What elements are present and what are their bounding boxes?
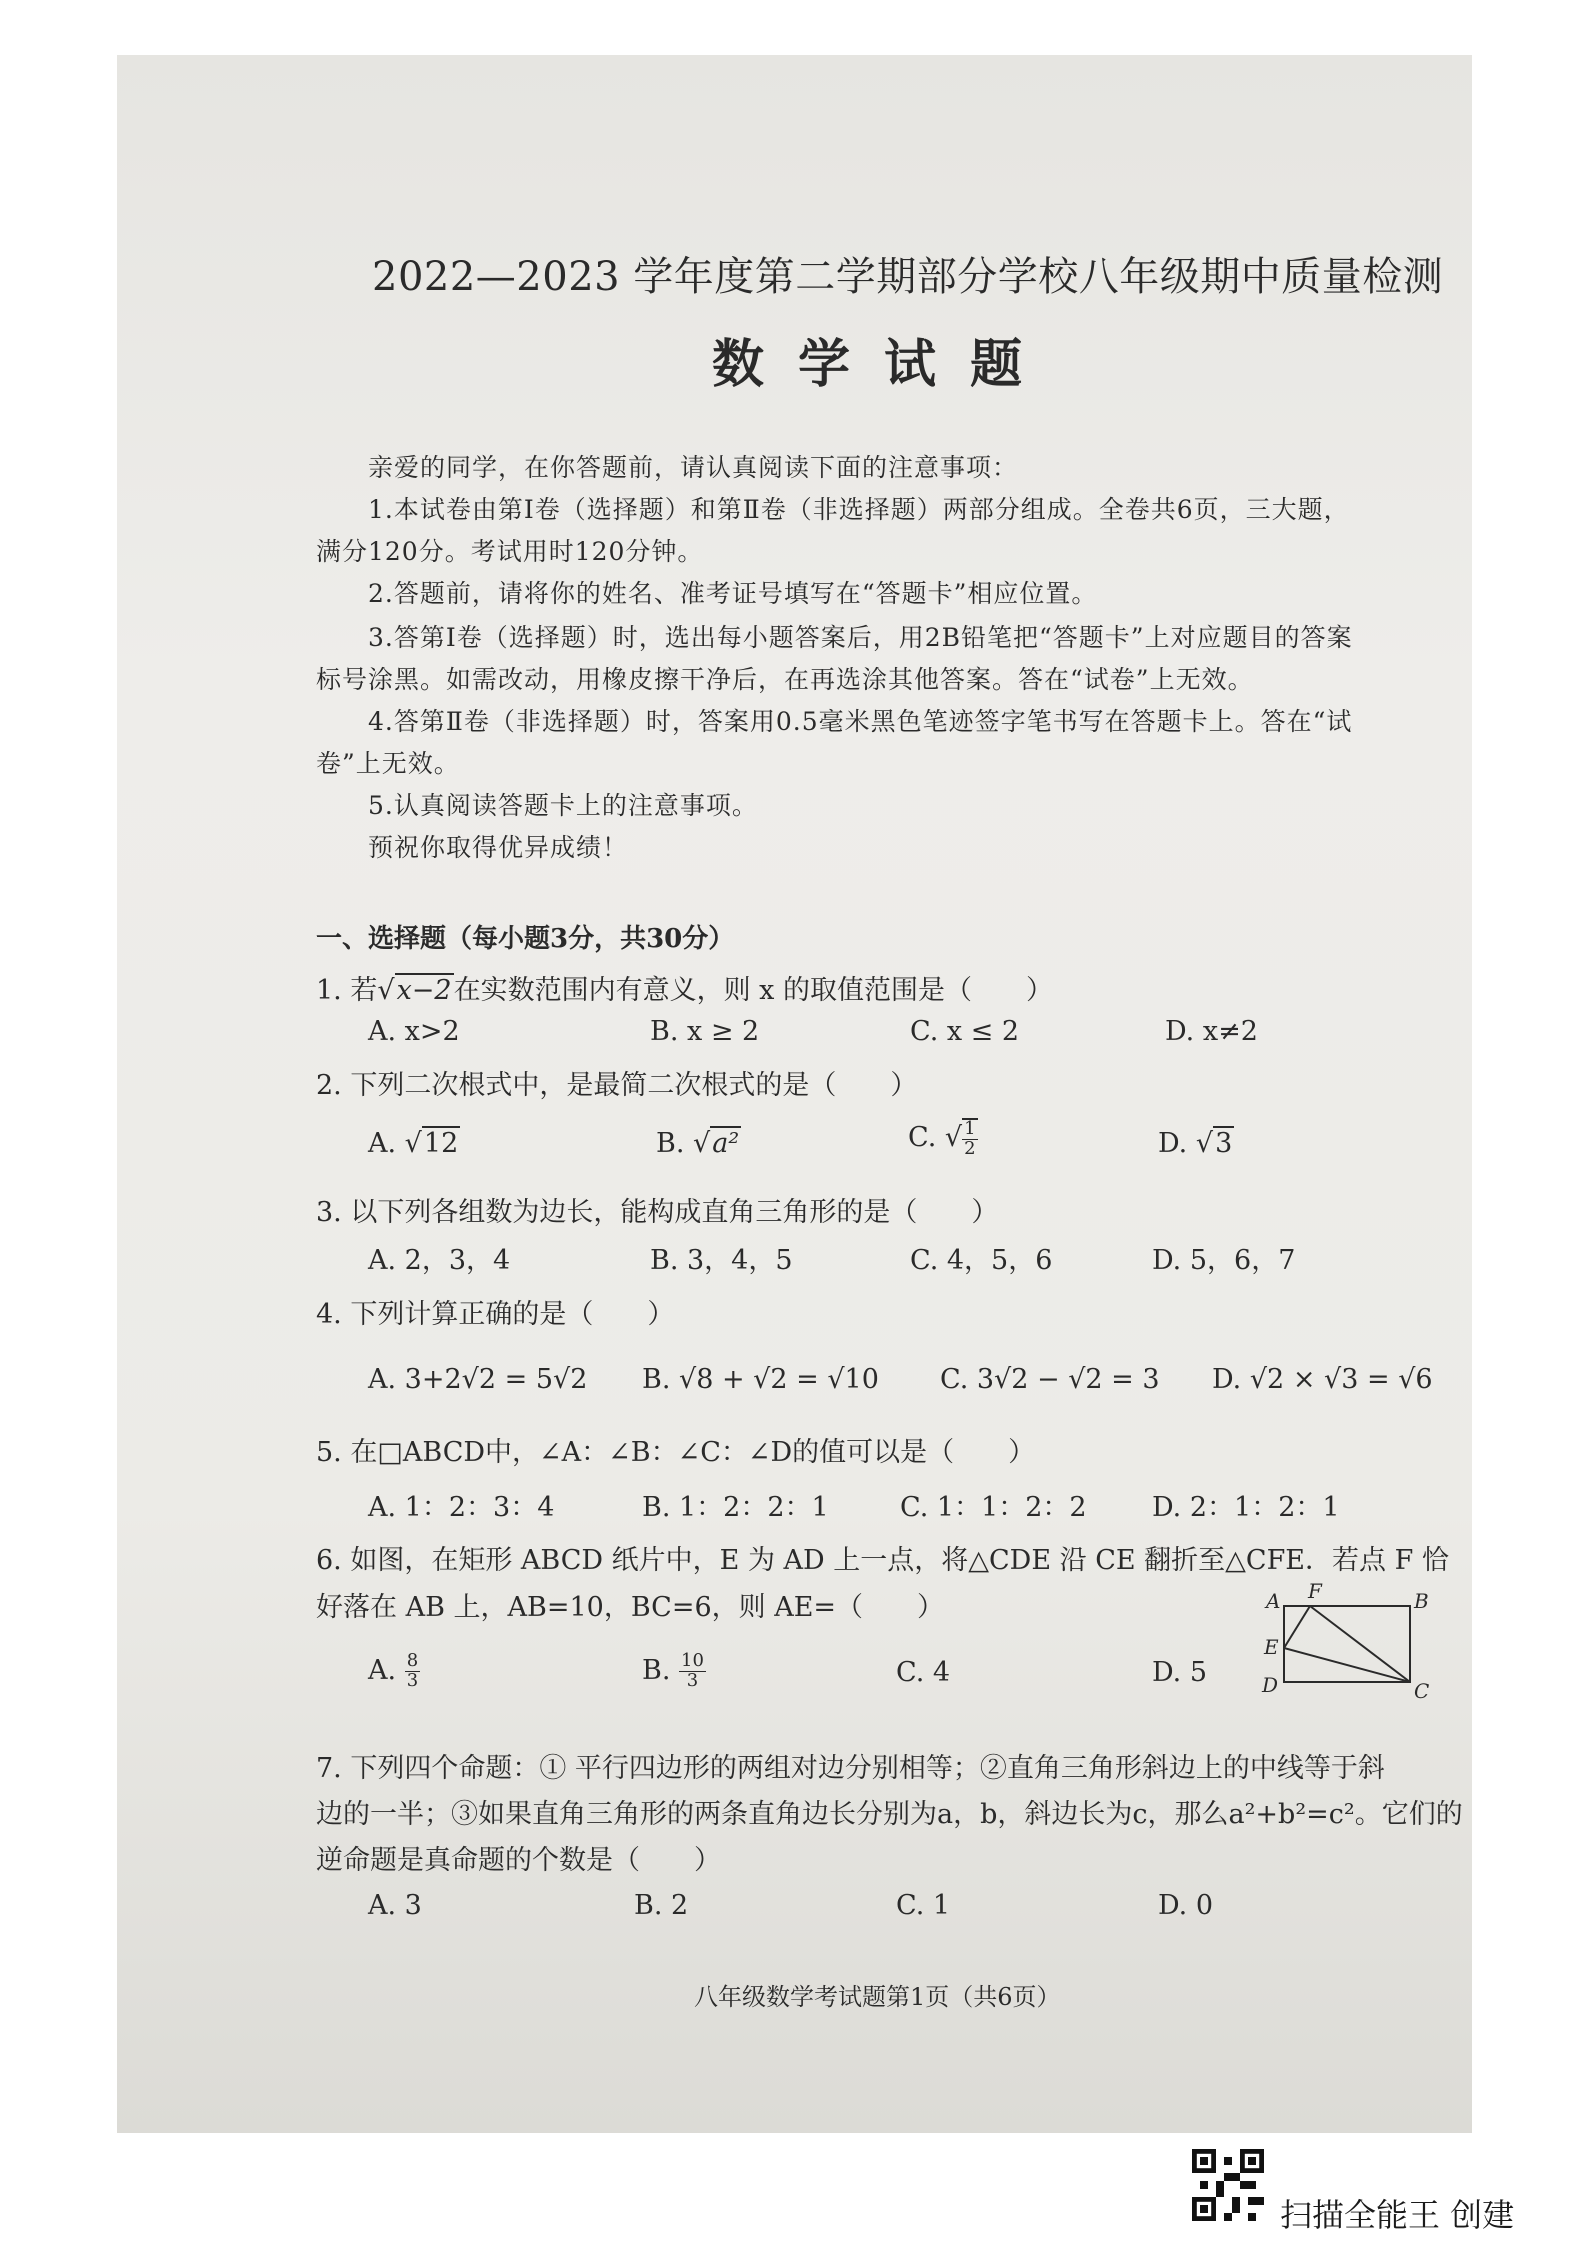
q5-option-b: B. 1：2：2：1 (642, 1492, 829, 1523)
exam-title: 2022—2023 学年度第二学期部分学校八年级期中质量检测 (372, 254, 1444, 300)
fig-label-c: C (1414, 1679, 1430, 1703)
q6-option-a (368, 1652, 420, 1691)
page-footer: 八年级数学考试题第1页（共6页） (694, 1983, 1061, 2011)
question-7-line2: 边的一半；③如果直角三角形的两条直角边长分别为a，b，斜边长为c，那么a²+b²=c²。它们的 (316, 1799, 1463, 1830)
notice-item1-b: 满分120分。考试用时120分钟。 (316, 537, 704, 566)
fig-label-d: D (1262, 1673, 1279, 1697)
fig-line-fe (1284, 1606, 1310, 1648)
q1-post: 在实数范围内有意义，则 x 的取值范围是（ ） (453, 975, 1053, 1006)
question-5: 5. 在□ABCD中，∠A：∠B：∠C：∠D的值可以是（ ） (316, 1437, 1036, 1468)
q5-option-d: D. 2：1：2：1 (1152, 1492, 1340, 1523)
q6-rectangle-figure (1258, 1580, 1438, 1712)
q6-a-fraction (405, 1652, 420, 1691)
q4-option-a: A. 3+2√2 = 5√2 (368, 1364, 588, 1395)
question-6-line1: 6. 如图，在矩形 ABCD 纸片中，E 为 AD 上一点，将△CDE 沿 CE 翻折至△CFE．若点 F 恰 (316, 1545, 1449, 1576)
fig-line-ec (1284, 1648, 1410, 1682)
q6-a-label: A. (368, 1654, 397, 1686)
question-7-line3: 逆命题是真命题的个数是（ ） (316, 1845, 721, 1876)
question-2: 2. 下列二次根式中，是最简二次根式的是（ ） (316, 1070, 918, 1101)
q7-option-a: A. 3 (368, 1890, 422, 1921)
fig-line-fc (1310, 1606, 1410, 1682)
q5-option-a: A. 1：2：3：4 (368, 1492, 555, 1523)
q3-option-b: B. 3，4，5 (650, 1245, 793, 1276)
q2-option-b: B. √a² (656, 1128, 740, 1159)
q3-option-a: A. 2，3，4 (368, 1245, 511, 1276)
q5-option-c: C. 1：1：2：2 (900, 1492, 1087, 1523)
question-3: 3. 以下列各组数为边长，能构成直角三角形的是（ ） (316, 1197, 999, 1228)
q3-option-d: D. 5，6，7 (1152, 1245, 1296, 1276)
q4-option-c: C. 3√2 − √2 = 3 (940, 1364, 1160, 1395)
notice-item5: 5.认真阅读答题卡上的注意事项。 (368, 791, 758, 820)
q2-c-label: C. (908, 1121, 937, 1153)
q2-b-label: B. (656, 1128, 685, 1159)
q7-option-b: B. 2 (634, 1890, 689, 1921)
q7-option-c: C. 1 (896, 1890, 951, 1921)
q2-b-radicand: a² (712, 1128, 740, 1159)
q2-d-radicand: 3 (1215, 1128, 1233, 1159)
q2-c-fraction (962, 1118, 977, 1159)
question-6-line2: 好落在 AB 上，AB=10，BC=6，则 AE=（ ） (316, 1592, 945, 1623)
question-1: 1. 若√x−2在实数范围内有意义，则 x 的取值范围是（ ） (316, 975, 1053, 1006)
q6-b-label: B. (642, 1654, 671, 1686)
notice-item2: 2.答题前，请将你的姓名、准考证号填写在“答题卡”相应位置。 (368, 579, 1098, 608)
fig-label-b: B (1414, 1589, 1429, 1613)
q1-option-b: B. x ≥ 2 (650, 1016, 760, 1047)
q6-option-b (642, 1652, 706, 1691)
q2-option-d: D. √3 (1158, 1128, 1233, 1159)
q4-option-b: B. √8 + √2 = √10 (642, 1364, 879, 1395)
notice-intro: 亲爱的同学，在你答题前，请认真阅读下面的注意事项： (368, 453, 1019, 482)
fig-label-f: F (1308, 1580, 1322, 1603)
q1-option-c: C. x ≤ 2 (910, 1016, 1020, 1047)
notice-item3-a: 3.答第Ⅰ卷（选择题）时，选出每小题答案后，用2B铅笔把“答题卡”上对应题目的答案 (368, 623, 1353, 652)
q1-pre: 1. 若 (316, 975, 378, 1006)
notice-item3-b: 标号涂黑。如需改动，用橡皮擦干净后，在再选涂其他答案。答在“试卷”上无效。 (316, 665, 1254, 694)
q6-option-d: D. 5 (1152, 1657, 1208, 1688)
q2-d-label: D. (1158, 1128, 1188, 1159)
q6-a-numerator: 8 (406, 1650, 419, 1671)
notice-wish: 预祝你取得优异成绩！ (368, 833, 629, 862)
q3-option-c: C. 4，5，6 (910, 1245, 1053, 1276)
q6-option-c: C. 4 (896, 1657, 951, 1688)
qr-code-icon (1192, 2149, 1264, 2221)
q1-radicand: x−2 (396, 975, 452, 1006)
scanner-watermark: 扫描全能王 创建 (1280, 2196, 1515, 2234)
question-4: 4. 下列计算正确的是（ ） (316, 1299, 675, 1330)
q2-c-numerator: 1 (964, 1118, 976, 1139)
notice-item4-b: 卷”上无效。 (316, 749, 460, 778)
notice-item1-a: 1.本试卷由第Ⅰ卷（选择题）和第Ⅱ卷（非选择题）两部分组成。全卷共6页，三大题， (368, 495, 1350, 524)
q2-c-denominator: 2 (964, 1137, 976, 1159)
q4-option-d: D. √2 × √3 = √6 (1212, 1364, 1433, 1395)
notice-item4-a: 4.答第Ⅱ卷（非选择题）时，答案用0.5毫米黑色笔迹签字笔书写在答题卡上。答在“试 (368, 707, 1353, 736)
q6-a-denominator: 3 (406, 1669, 419, 1691)
question-7-line1: 7. 下列四个命题：① 平行四边形的两组对边分别相等；②直角三角形斜边上的中线等于斜 (316, 1753, 1385, 1784)
q6-b-denominator: 3 (686, 1669, 699, 1691)
q1-option-a: A. x>2 (368, 1016, 460, 1047)
q7-option-d: D. 0 (1158, 1890, 1214, 1921)
fig-label-a: A (1266, 1589, 1281, 1613)
q2-option-a: A. √12 (368, 1128, 459, 1159)
section-title: 一、选择题（每小题3分，共30分） (316, 924, 735, 954)
q6-b-fraction (679, 1652, 706, 1691)
q2-a-label: A. (368, 1128, 397, 1159)
q6-b-numerator: 10 (681, 1650, 704, 1671)
q2-option-c: C. √ $\frac{1}{2}$ (908, 1118, 976, 1159)
subject-title: 数学试题 (712, 334, 1057, 395)
fig-label-e: E (1264, 1635, 1279, 1659)
q2-a-radicand: 12 (423, 1128, 459, 1159)
q1-option-d: D. x≠2 (1165, 1016, 1258, 1047)
